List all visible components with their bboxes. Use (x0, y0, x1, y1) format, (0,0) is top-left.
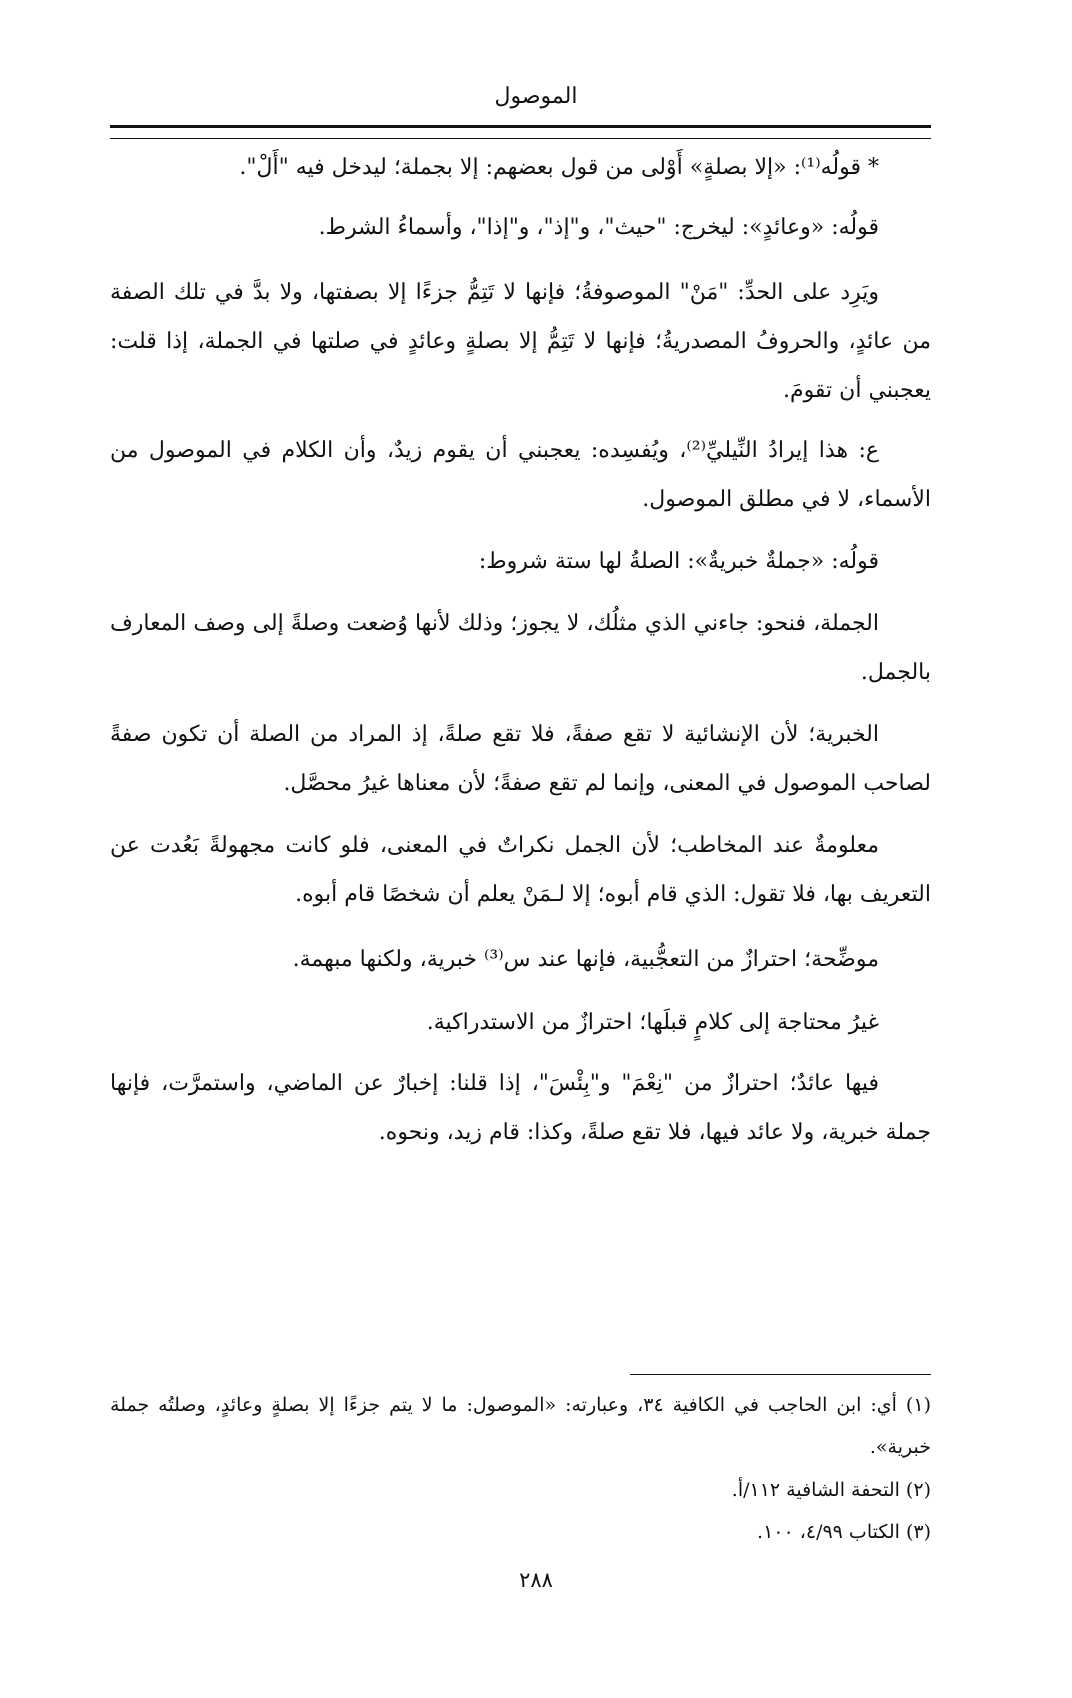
paragraph-condition-ghayr-muhtaja: غيرُ محتاجة إلى كلامٍ قبلَها؛ احترازٌ من الاستدراكية. (426, 1010, 879, 1035)
running-header-title: الموصول (494, 84, 578, 109)
page-number: ٢٨٨ (519, 1568, 553, 1592)
header-rule-thick (110, 125, 931, 128)
footnote-2: (٢) التحفة الشافية ١١٢/أ. (731, 1479, 931, 1501)
header-rule-thin (110, 138, 931, 139)
paragraph-nili: ع: هذا إيرادُ النِّيليِّ⁽²⁾، ويُفسِده: يعجبني أن يقوم زيدٌ، وأن الكلام في الموصول من الأسماء، لا في مطلق الموصول. (110, 438, 931, 512)
paragraph-condition-khabariyya: الخبرية؛ لأن الإنشائية لا تقع صفةً، فلا تقع صلةً، إذ المراد من الصلة أن تكون صفةً لصاحب الموصول في المعنى، وإنما لم تقع صفةً؛ لأن معناها غيرُ محصَّل. (110, 722, 931, 796)
footnote-1: (١) أي: ابن الحاجب في الكافية ٣٤، وعبارته: «الموصول: ما لا يتم جزءًا إلا بصلةٍ وعائدٍ، وصلتُه جملة خبرية». (110, 1394, 931, 1458)
paragraph-objection: ويَرِد على الحدِّ: "مَنْ" الموصوفةُ؛ فإنها لا تَتِمُّ جزءًا إلا بصفتها، ولا بدَّ في تلك الصفة من عائدٍ، والحروفُ المصدريةُ؛ فإنها لا تَتِمُّ إلا بصلةٍ وعائدٍ في صلتها في الجملة، إذا قلت: يعجبني أن تقومَ. (110, 280, 931, 403)
paragraph-intro-bisila: * قولُه⁽¹⁾: «إلا بصلةٍ» أَوْلى من قول بعضهم: إلا بجملة؛ ليدخل فيه "أَلْ". (239, 155, 879, 180)
paragraph-six-conditions: قولُه: «جملةٌ خبريةٌ»: الصلةُ لها ستة شروط: (478, 549, 879, 574)
paragraph-condition-aaid: فيها عائدٌ؛ احترازٌ من "نِعْمَ" و"بِئْسَ"، إذا قلنا: إخبارٌ عن الماضي، واستمرَّت، فإنها جملة خبرية، ولا عائد فيها، فلا تقع صلةً، وكذا: قام زيد، ونحوه. (110, 1071, 931, 1145)
paragraph-aaid: قولُه: «وعائدٍ»: ليخرج: "حيث"، و"إذ"، و"إذا"، وأسماءُ الشرط. (318, 215, 879, 240)
footnote-separator (630, 1374, 931, 1375)
paragraph-condition-muwaddiha: موضِّحة؛ احترازٌ من التعجُّبية، فإنها عند س⁽³⁾ خبرية، ولكنها مبهمة. (292, 947, 879, 972)
paragraph-condition-jumla: الجملة، فنحو: جاءني الذي مثلُك، لا يجوز؛ وذلك لأنها وُضعت وصلةً إلى وصف المعارف بالجمل. (110, 611, 931, 685)
paragraph-condition-maluma: معلومةٌ عند المخاطب؛ لأن الجمل نكراتٌ في المعنى، فلو كانت مجهولةً بَعُدت عن التعريف بها، فلا تقول: الذي قام أبوه؛ إلا لـمَنْ يعلم أن شخصًا قام أبوه. (110, 833, 931, 907)
footnote-3: (٣) الكتاب ٤/٩٩، ١٠٠. (757, 1521, 931, 1543)
